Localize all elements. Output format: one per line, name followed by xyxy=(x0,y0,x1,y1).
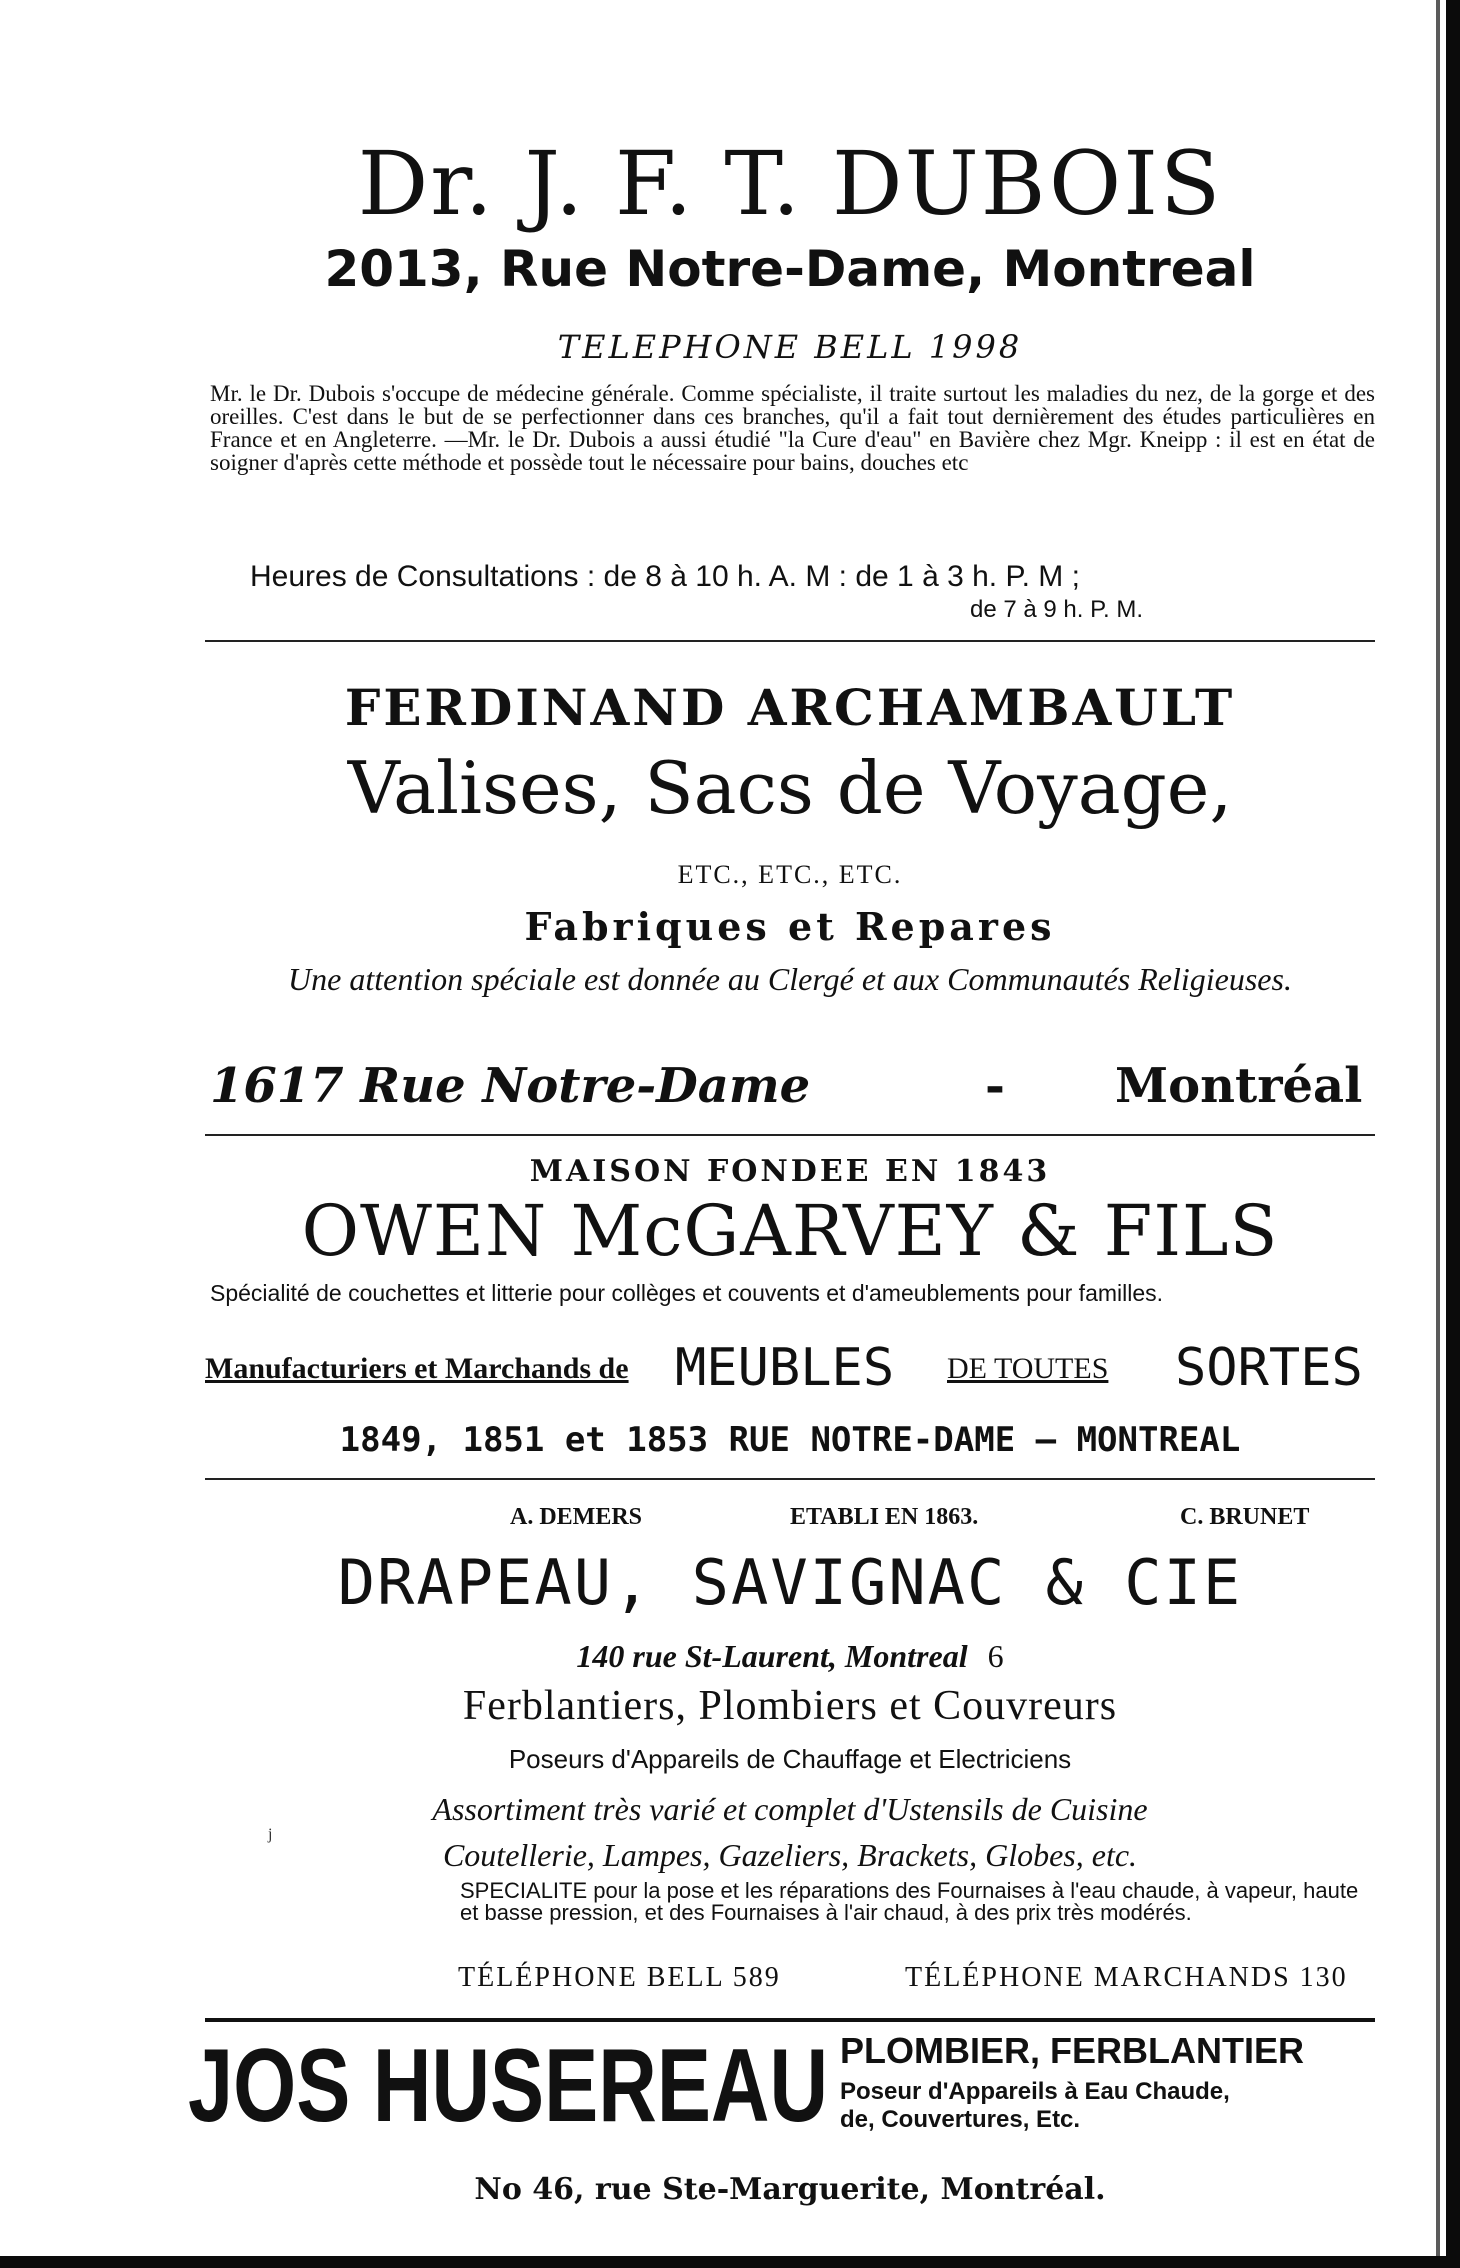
husereau-line2: Poseur d'Appareils à Eau Chaude, xyxy=(840,2078,1230,2105)
archambault-dash: - xyxy=(985,1058,1005,1114)
archambault-city: Montréal xyxy=(1115,1058,1363,1114)
mcgarvey-meubles: MEUBLES xyxy=(675,1338,895,1398)
drapeau-name: DRAPEAU, SAVIGNAC & CIE xyxy=(337,1546,1243,1619)
scan-edge-bottom xyxy=(0,2256,1460,2268)
drapeau-tel-bell: TÉLÉPHONE BELL 589 xyxy=(458,1962,781,1993)
divider-2 xyxy=(205,1134,1375,1136)
archambault-etc: ETC., ETC., ETC. xyxy=(677,860,903,889)
dubois-address: 2013, Rue Notre-Dame, Montreal xyxy=(324,240,1256,298)
mcgarvey-founded: MAISON FONDEE EN 1843 xyxy=(529,1154,1051,1189)
drapeau-partner-brunet: C. BRUNET xyxy=(1180,1504,1310,1530)
drapeau-partner-demers: A. DEMERS xyxy=(510,1504,643,1530)
husereau-details xyxy=(840,2030,1380,2134)
husereau-name: JOS HUSEREAU xyxy=(188,2028,829,2144)
scan-edge-right xyxy=(1446,0,1460,2268)
archambault-street: 1617 Rue Notre-Dame xyxy=(210,1058,811,1114)
dubois-hours: Heures de Consultations : de 8 à 10 h. A. M : de 1 à 3 h. P. M ; xyxy=(250,560,1080,593)
dubois-hours-evening: de 7 à 9 h. P. M. xyxy=(970,596,1144,623)
dubois-name: Dr. J. F. T. DUBOIS xyxy=(357,132,1223,235)
mcgarvey-sortes: SORTES xyxy=(1175,1338,1363,1398)
stray-mark: j xyxy=(268,1826,273,1843)
scan-edge-inner xyxy=(1436,0,1440,2268)
drapeau-header-line xyxy=(200,1504,1380,1540)
husereau-trade: PLOMBIER, FERBLANTIER xyxy=(840,2030,1304,2071)
drapeau-assortment-line2: Coutellerie, Lampes, Gazeliers, Brackets, Globes, etc. xyxy=(442,1837,1138,1873)
archambault-title: Valises, Sacs de Voyage, xyxy=(347,746,1233,830)
dubois-telephone: TELEPHONE BELL 1998 xyxy=(557,328,1023,366)
divider-1 xyxy=(205,640,1375,642)
mcgarvey-specialty: Spécialité de couchettes et litterie pour collèges et couvents et d'ameublements pour familles. xyxy=(210,1280,1164,1306)
drapeau-assortment xyxy=(200,1786,1380,1878)
drapeau-telephones xyxy=(200,1962,1380,2002)
archambault-attention: Une attention spéciale est donnée au Clergé et aux Communautés Religieuses. xyxy=(288,961,1292,997)
mcgarvey-manufacturers xyxy=(205,1338,1380,1398)
mcgarvey-address: 1849, 1851 et 1853 RUE NOTRE-DAME — MONTREAL xyxy=(339,1420,1241,1460)
mcgarvey-de-toutes: DE TOUTES xyxy=(947,1352,1109,1385)
drapeau-street: 140 rue St-Laurent, Montreal xyxy=(576,1638,968,1674)
mcgarvey-name: OWEN McGARVEY & FILS xyxy=(301,1190,1279,1272)
dubois-description: Mr. le Dr. Dubois s'occupe de médecine générale. Comme spécialiste, il traite surtout les maladies du nez, de la gorge et des oreilles. C'est dans le but de se perfectionner dans ces branches, qu'il a fait tout dernièrement des études particulières en France et en Angleterre. —Mr. le Dr. Dubois a aussi étudié "la Cure d'eau" en Bavière chez Mgr. Kneipp : il est en état de soigner d'après cette méthode et possède tout le nécessaire pour bains, douches etc xyxy=(210,381,1375,475)
drapeau-assortment-line1: Assortiment très varié et complet d'Ustensils de Cuisine xyxy=(432,1791,1148,1827)
mcgarvey-manu-label: Manufacturiers et Marchands de xyxy=(205,1352,629,1385)
divider-3 xyxy=(205,1478,1375,1480)
drapeau-poseurs: Poseurs d'Appareils de Chauffage et Electriciens xyxy=(508,1744,1072,1774)
husereau-line3: de, Couvertures, Etc. xyxy=(840,2106,1081,2133)
archambault-name: FERDINAND ARCHAMBAULT xyxy=(344,678,1236,737)
drapeau-address xyxy=(200,1638,1380,1675)
page-number: 6 xyxy=(987,1638,1004,1674)
drapeau-tel-marchands: TÉLÉPHONE MARCHANDS 130 xyxy=(905,1962,1348,1993)
drapeau-trades: Ferblantiers, Plombiers et Couvreurs xyxy=(462,1683,1118,1729)
husereau-address: No 46, rue Ste-Marguerite, Montréal. xyxy=(474,2172,1106,2207)
drapeau-speciality: SPECIALITE pour la pose et les réparations des Fournaises à l'eau chaude, à vapeur, haute et basse pression, et des Fournaises à l'air chaud, à des prix très modérés. xyxy=(460,1878,1359,1925)
divider-4 xyxy=(205,2018,1375,2022)
archambault-fabriques: Fabriques et Repares xyxy=(524,904,1056,949)
drapeau-established: ETABLI EN 1863. xyxy=(790,1504,979,1530)
